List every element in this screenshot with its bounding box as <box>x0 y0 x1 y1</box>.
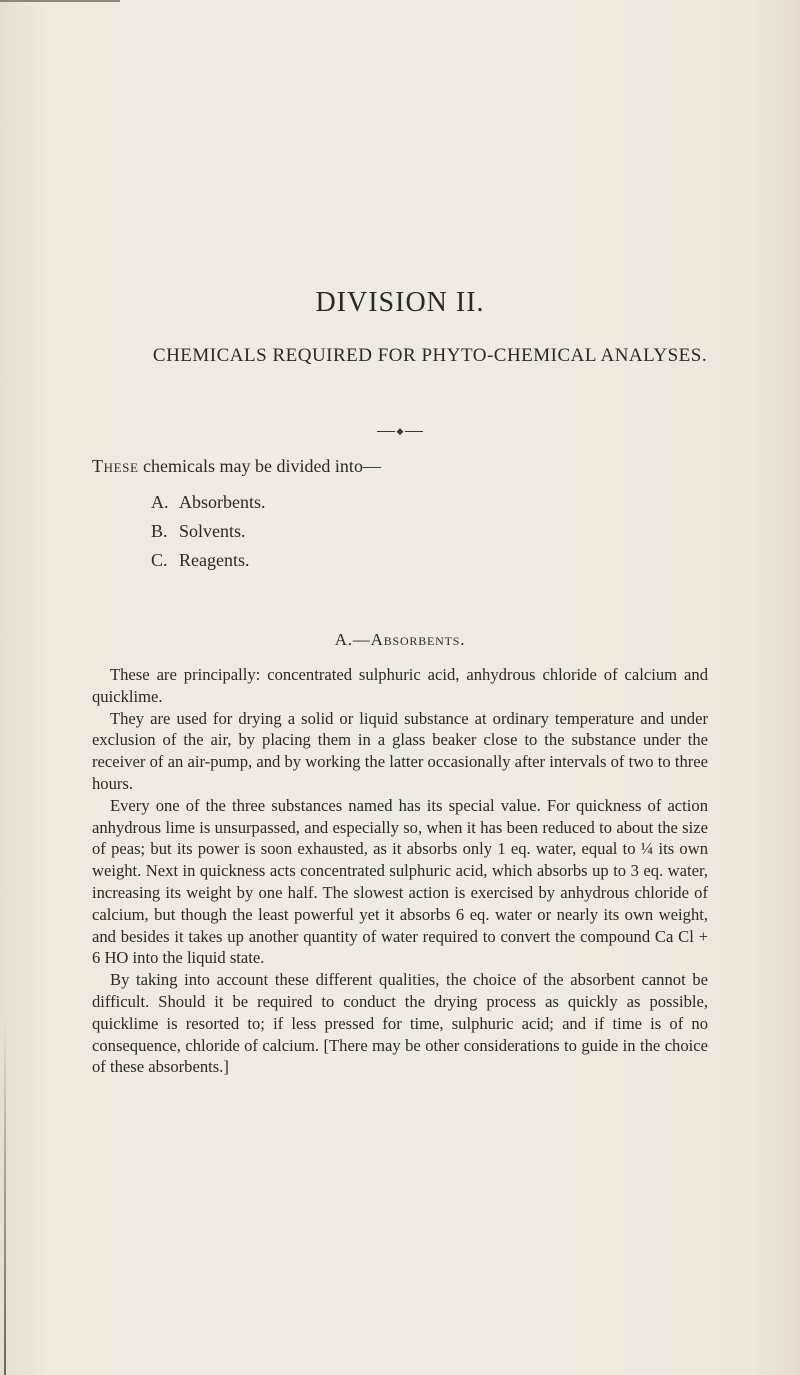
page-edge-top <box>0 0 120 8</box>
ornament-rule-left <box>377 431 395 432</box>
category-letter: C. <box>151 550 168 570</box>
ornament-rule-right <box>405 431 423 432</box>
category-letter: A. <box>151 492 169 512</box>
category-item-reagents <box>151 546 266 575</box>
category-label: Solvents. <box>179 521 246 541</box>
intro-sentence <box>92 456 381 477</box>
category-label: Reagents. <box>179 550 250 570</box>
page-edge-left <box>4 1020 6 1375</box>
intro-lead-word: These <box>92 456 139 476</box>
ornament-divider <box>0 427 800 437</box>
paragraph: These are principally: concentrated sulphuric acid, anhydrous chloride of calcium and quicklime. <box>92 665 708 706</box>
intro-rest: chemicals may be divided into— <box>138 456 381 476</box>
diamond-icon: ◆ <box>396 427 404 437</box>
category-letter: B. <box>151 521 168 541</box>
category-item-solvents <box>151 517 266 546</box>
category-list <box>151 488 266 575</box>
paragraph: They are used for drying a solid or liquid substance at ordinary temperature and under exclusion of the air, by placing them in a glass beaker close to the substance under the receiver of an air-pump, and by working the latter occasionally after intervals of two to three hours. <box>92 708 708 793</box>
chapter-subtitle: CHEMICALS REQUIRED FOR PHYTO-CHEMICAL ANALYSES. <box>152 345 708 366</box>
paragraph: Every one of the three substances named has its special value. For quickness of action anhydrous lime is unsurpassed, and especially so, when it has been reduced to about the size of peas; but its power is soon exhausted, as it absorbs only 1 eq. water, equal to ¼ its own weight. Next in quickness acts concentrated sulphuric acid, which absorbs up to 3 eq. water, increasing its weight by one half. The slowest action is exercised by anhydrous chloride of calcium, but though the least powerful yet it absorbs 6 eq. water or nearly its own weight, and besides it takes up another quantity of water required to convert the compound Ca Cl + 6 HO into the liquid state. <box>92 795 708 968</box>
category-item-absorbents <box>151 488 266 517</box>
paragraph: By taking into account these different qualities, the choice of the absorbent cannot be difficult. Should it be required to conduct the drying process as quickly as possible, quicklime is resorted to; if less pressed for time, sulphuric acid; and if time is of no consequence, chloride of calcium. [There may be other considerations to guide in the choice of these absorbents.] <box>92 970 708 1077</box>
category-label: Absorbents. <box>179 492 266 512</box>
section-body <box>92 664 708 1078</box>
division-title: DIVISION II. <box>315 287 485 318</box>
section-heading: A.—Absorbents. <box>334 630 466 649</box>
